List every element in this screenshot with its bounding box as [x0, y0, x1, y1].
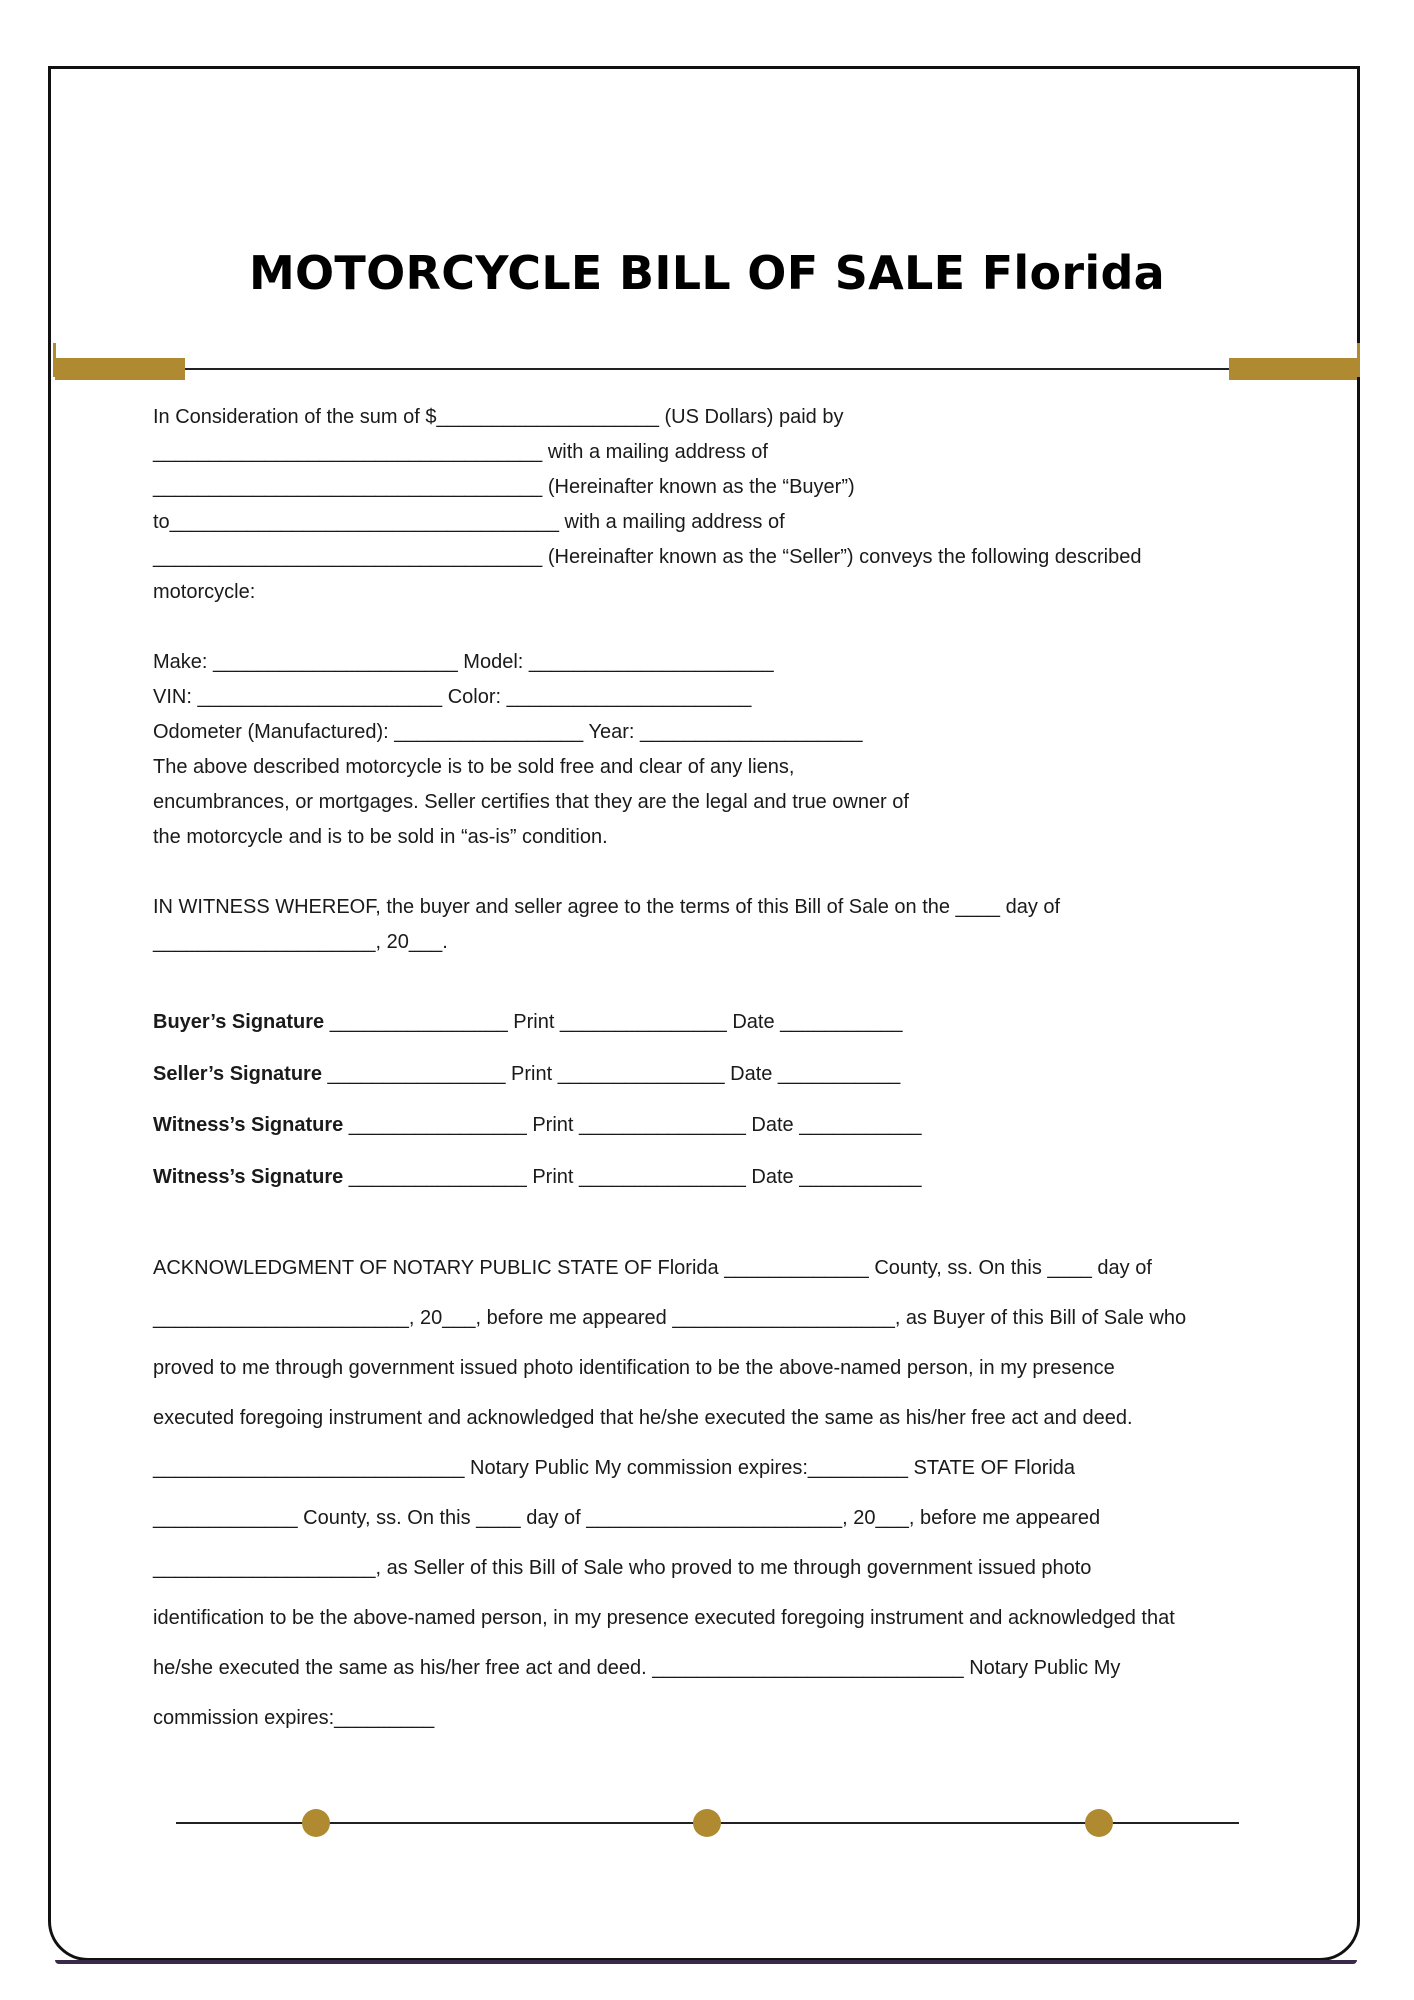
consideration-line: motorcycle:: [153, 581, 256, 603]
spacer: [153, 610, 1273, 645]
vehicle-line: Odometer (Manufactured): _________________ Year: ____________________: [153, 721, 863, 743]
consideration-line: to___________________________________ with a mailing address of: [153, 511, 785, 533]
signature-label: Witness’s Signature: [153, 1114, 344, 1136]
signature-row: [153, 1107, 1273, 1159]
consideration-line: ___________________________________ (Hereinafter known as the “Seller”) conveys the following described: [153, 546, 1142, 568]
signature-section: [153, 1004, 1273, 1210]
spacer: [153, 1210, 1273, 1243]
notary-line: _____________ County, ss. On this ____ day of _______________________, 20___, before me appeared: [153, 1507, 1101, 1529]
header-right-gold-bar: [1229, 358, 1357, 380]
signature-row: [153, 1159, 1273, 1211]
signature-label: Seller’s Signature: [153, 1062, 322, 1085]
notary-line: ____________________________ Notary Public My commission expires:_________ STATE OF Florida: [153, 1457, 1076, 1479]
vehicle-line: the motorcycle and is to be sold in “as-is” condition.: [153, 826, 608, 848]
notary-line: identification to be the above-named person, in my presence executed foregoing instrument and acknowledged that: [153, 1607, 1175, 1629]
notary-line: commission expires:_________: [153, 1707, 435, 1729]
footer-gold-dot: [302, 1809, 330, 1837]
notary-line: ____________________, as Seller of this Bill of Sale who proved to me through government issued photo: [153, 1557, 1092, 1579]
witness-line: IN WITNESS WHEREOF, the buyer and seller agree to the terms of this Bill of Sale on the ____ day of: [153, 896, 1061, 918]
vehicle-line: VIN: ______________________ Color: ______________________: [153, 686, 752, 708]
vehicle-line: Make: ______________________ Model: ______________________: [153, 651, 774, 673]
signature-fields: ________________ Print _______________ Date ___________: [343, 1165, 922, 1188]
consideration-line: ___________________________________ with a mailing address of: [153, 441, 768, 463]
signature-fields: ________________ Print _______________ Date ___________: [321, 1062, 901, 1085]
signature-label: Buyer’s Signature: [153, 1011, 325, 1033]
signature-fields: ________________ Print _______________ Date ___________: [343, 1114, 922, 1136]
document-title: MOTORCYCLE BILL OF SALE Florida: [248, 246, 1166, 300]
signature-row: [153, 1056, 1273, 1108]
footer-gold-dot: [693, 1809, 721, 1837]
signature-row: [153, 1004, 1273, 1056]
notary-line: executed foregoing instrument and acknowledged that he/she executed the same as his/her free act and deed.: [153, 1407, 1133, 1429]
vehicle-section: [153, 645, 1273, 855]
consideration-section: [153, 400, 1273, 610]
vehicle-line: The above described motorcycle is to be sold free and clear of any liens,: [153, 756, 795, 778]
footer-gold-dot: [1085, 1809, 1113, 1837]
notary-line: ACKNOWLEDGMENT OF NOTARY PUBLIC STATE OF Florida _____________ County, ss. On this ____ day of: [153, 1257, 1152, 1279]
signature-label: Witness’s Signature: [153, 1165, 344, 1188]
signature-fields: ________________ Print _______________ Date ___________: [324, 1011, 903, 1033]
witness-section: [153, 890, 1273, 960]
notary-line: he/she executed the same as his/her free act and deed. ____________________________ Notary Public My: [153, 1657, 1121, 1679]
notary-line: _______________________, 20___, before me appeared ____________________, as Buyer of this Bill of Sale who: [153, 1307, 1187, 1329]
notary-section: [153, 1243, 1273, 1743]
spacer: [153, 960, 1273, 1004]
witness-line: ____________________, 20___.: [153, 931, 448, 953]
header-left-gold-bar: [55, 358, 185, 380]
spacer: [153, 855, 1273, 890]
header-right-tick: [1357, 343, 1360, 377]
consideration-line: In Consideration of the sum of $____________________ (US Dollars) paid by: [153, 406, 844, 428]
consideration-line: ___________________________________ (Hereinafter known as the “Buyer”): [153, 476, 855, 498]
header-divider: [185, 368, 1229, 370]
page-border-shadow: [55, 1960, 1357, 1964]
notary-line: proved to me through government issued photo identification to be the above-named person, in my presence: [153, 1357, 1115, 1379]
document-body: [153, 400, 1273, 1743]
vehicle-line: encumbrances, or mortgages. Seller certifies that they are the legal and true owner of: [153, 791, 909, 813]
